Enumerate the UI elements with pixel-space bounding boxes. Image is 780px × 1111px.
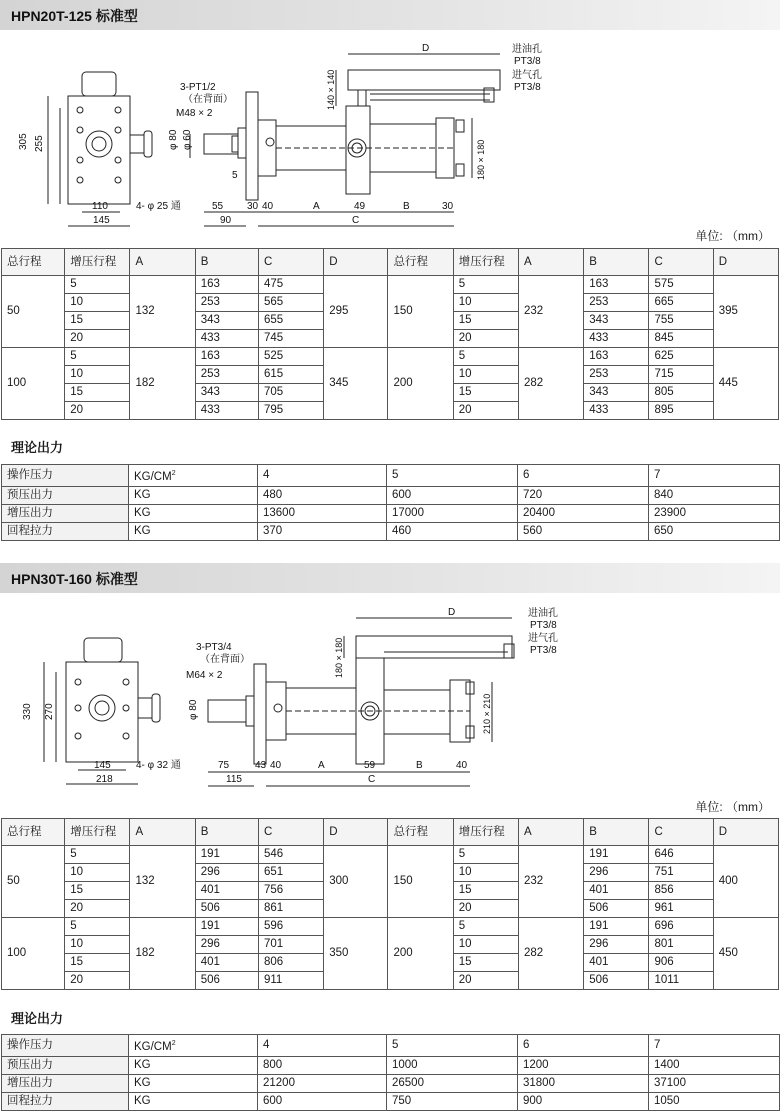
dim-b-cell: 253 (195, 294, 258, 312)
force-value-cell: 600 (258, 1092, 387, 1110)
boost-stroke-cell: 5 (453, 846, 518, 864)
force-value-cell: 1050 (649, 1092, 780, 1110)
header-cell: C (649, 819, 713, 846)
force-row (2, 1056, 780, 1074)
total-stroke-cell: 50 (2, 276, 65, 348)
unit-cell: KG (129, 1092, 258, 1110)
force-value-cell: 1200 (518, 1056, 649, 1074)
boost-stroke-cell: 15 (65, 954, 130, 972)
force-value-cell: 720 (518, 486, 649, 504)
dim-c-cell: 755 (649, 312, 713, 330)
svg-text:30: 30 (442, 201, 454, 212)
dim-b-cell: 433 (195, 402, 258, 420)
dim-a-cell: 282 (518, 918, 583, 990)
dim-b-cell: 163 (584, 276, 649, 294)
section-title: HPN30T-160 标准型 (11, 571, 138, 587)
svg-text:4- φ 32 通: 4- φ 32 通 (136, 760, 181, 771)
section-title-bar (0, 0, 780, 30)
force-label-cell: 预压出力 (2, 486, 129, 504)
boost-stroke-cell: 10 (453, 936, 518, 954)
force-value-cell: 5 (387, 1035, 518, 1057)
unit-cell: KG (129, 1056, 258, 1074)
dim-a-cell: 182 (130, 918, 195, 990)
force-row (2, 465, 780, 487)
svg-text:180 × 180: 180 × 180 (476, 139, 486, 180)
svg-text:A: A (318, 760, 325, 771)
svg-text:PT3/8: PT3/8 (514, 56, 541, 67)
dim-b-cell: 163 (195, 276, 258, 294)
dim-b-cell: 343 (195, 384, 258, 402)
force-table-hpn30t (1, 1034, 780, 1111)
boost-stroke-cell: 10 (453, 366, 518, 384)
boost-stroke-cell: 15 (453, 312, 518, 330)
dim-c-cell: 911 (258, 972, 323, 990)
svg-text:49: 49 (354, 201, 366, 212)
header-cell: 总行程 (2, 249, 65, 276)
dim-b-cell: 343 (584, 312, 649, 330)
svg-text:PT3/8: PT3/8 (530, 645, 557, 656)
header-cell: 总行程 (388, 249, 453, 276)
dim-c-cell: 961 (649, 900, 713, 918)
force-value-cell: 6 (518, 1035, 649, 1057)
dim-c-cell: 895 (649, 402, 713, 420)
boost-stroke-cell: 10 (65, 366, 130, 384)
boost-stroke-cell: 5 (453, 918, 518, 936)
dim-b-cell: 401 (584, 882, 649, 900)
dim-b-cell: 253 (584, 294, 649, 312)
section-title: HPN20T-125 标准型 (11, 8, 138, 24)
boost-stroke-cell: 5 (453, 348, 518, 366)
force-value-cell: 37100 (649, 1074, 780, 1092)
boost-stroke-cell: 20 (65, 972, 130, 990)
dim-b-cell: 296 (195, 936, 258, 954)
dim-b-cell: 296 (584, 936, 649, 954)
header-cell: B (195, 819, 258, 846)
force-value-cell: 17000 (387, 504, 518, 522)
boost-stroke-cell: 20 (453, 900, 518, 918)
dim-c-cell: 565 (258, 294, 323, 312)
dim-c-cell: 805 (649, 384, 713, 402)
force-value-cell: 21200 (258, 1074, 387, 1092)
header-cell: D (324, 249, 388, 276)
svg-text:（在背面）: （在背面） (183, 94, 233, 105)
force-value-cell: 460 (387, 522, 518, 540)
force-label-cell: 预压出力 (2, 1056, 129, 1074)
dim-c-cell: 696 (649, 918, 713, 936)
svg-text:PT3/8: PT3/8 (514, 82, 541, 93)
svg-text:330: 330 (22, 703, 33, 720)
table-header-row (2, 819, 779, 846)
boost-stroke-cell: 5 (453, 276, 518, 294)
superscript: 2 (171, 1040, 176, 1047)
dim-c-cell: 705 (258, 384, 323, 402)
svg-text:145: 145 (94, 760, 111, 771)
boost-stroke-cell: 20 (65, 900, 130, 918)
svg-text:218: 218 (96, 774, 113, 785)
dim-b-cell: 433 (584, 330, 649, 348)
force-row (2, 1074, 780, 1092)
force-value-cell: 900 (518, 1092, 649, 1110)
header-cell: 总行程 (388, 819, 453, 846)
dim-d-cell: 400 (713, 846, 778, 918)
svg-text:140 × 140: 140 × 140 (326, 69, 336, 110)
dim-c-cell: 475 (258, 276, 323, 294)
header-cell: A (130, 249, 195, 276)
dim-b-cell: 433 (584, 402, 649, 420)
force-label-cell: 操作压力 (2, 1035, 129, 1057)
force-value-cell: 560 (518, 522, 649, 540)
svg-text:90: 90 (220, 215, 232, 226)
svg-text:D: D (448, 607, 456, 618)
dim-b-cell: 506 (195, 900, 258, 918)
force-label-cell: 操作压力 (2, 465, 129, 487)
table-row (2, 348, 779, 366)
force-value-cell: 26500 (387, 1074, 518, 1092)
total-stroke-cell: 200 (388, 348, 453, 420)
force-value-cell: 600 (387, 486, 518, 504)
svg-text:A: A (313, 201, 320, 212)
dim-b-cell: 163 (195, 348, 258, 366)
dim-c-cell: 655 (258, 312, 323, 330)
force-label-cell: 增压出力 (2, 504, 129, 522)
svg-text:3-PT3/4: 3-PT3/4 (196, 642, 232, 653)
force-table-hpn20t (1, 464, 780, 541)
dim-d-cell: 445 (713, 348, 778, 420)
dim-c-cell: 806 (258, 954, 323, 972)
force-value-cell: 1000 (387, 1056, 518, 1074)
svg-text:180 × 180: 180 × 180 (334, 637, 344, 678)
svg-text:B: B (416, 760, 423, 771)
boost-stroke-cell: 10 (65, 294, 130, 312)
boost-stroke-cell: 10 (453, 294, 518, 312)
boost-stroke-cell: 15 (65, 882, 130, 900)
dim-d-cell: 345 (324, 348, 388, 420)
dim-a-cell: 132 (130, 846, 195, 918)
force-value-cell: 7 (649, 1035, 780, 1057)
dim-c-cell: 665 (649, 294, 713, 312)
boost-stroke-cell: 15 (65, 384, 130, 402)
unit-cell: KG (129, 1074, 258, 1092)
dim-b-cell: 253 (195, 366, 258, 384)
svg-text:进油孔: 进油孔 (512, 44, 542, 55)
dim-c-cell: 906 (649, 954, 713, 972)
header-cell: A (518, 819, 583, 846)
force-label-cell: 回程拉力 (2, 522, 129, 540)
svg-text:5: 5 (232, 170, 238, 181)
svg-text:40: 40 (262, 201, 274, 212)
dim-d-cell: 350 (324, 918, 388, 990)
total-stroke-cell: 150 (388, 846, 453, 918)
dim-b-cell: 506 (584, 900, 649, 918)
svg-text:D: D (422, 43, 430, 54)
boost-stroke-cell: 20 (453, 330, 518, 348)
boost-stroke-cell: 20 (65, 330, 130, 348)
table-row (2, 846, 779, 864)
svg-text:115: 115 (226, 774, 242, 785)
boost-stroke-cell: 5 (65, 276, 130, 294)
header-cell: 增压行程 (65, 249, 130, 276)
dim-c-cell: 745 (258, 330, 323, 348)
header-cell: B (195, 249, 258, 276)
dim-c-cell: 856 (649, 882, 713, 900)
force-value-cell: 20400 (518, 504, 649, 522)
force-row (2, 504, 780, 522)
dim-c-cell: 845 (649, 330, 713, 348)
boost-stroke-cell: 5 (65, 846, 130, 864)
boost-stroke-cell: 10 (453, 864, 518, 882)
boost-stroke-cell: 20 (453, 972, 518, 990)
svg-text:φ 80: φ 80 (188, 699, 199, 720)
dim-d-cell: 450 (713, 918, 778, 990)
spec-table-hpn30t (1, 818, 779, 990)
unit-cell: KG (129, 504, 258, 522)
force-value-cell: 4 (258, 465, 387, 487)
dim-c-cell: 525 (258, 348, 323, 366)
dim-c-cell: 756 (258, 882, 323, 900)
unit-cell: KG (129, 486, 258, 504)
dim-c-cell: 751 (649, 864, 713, 882)
header-cell: B (584, 249, 649, 276)
dim-b-cell: 191 (584, 918, 649, 936)
dim-d-cell: 300 (324, 846, 388, 918)
boost-stroke-cell: 5 (65, 348, 130, 366)
dim-c-cell: 575 (649, 276, 713, 294)
dim-b-cell: 163 (584, 348, 649, 366)
dim-b-cell: 401 (195, 882, 258, 900)
dim-c-cell: 861 (258, 900, 323, 918)
unit-cell: KG (129, 522, 258, 540)
header-cell: B (584, 819, 649, 846)
section-title-bar (0, 563, 780, 593)
dim-c-cell: 625 (649, 348, 713, 366)
dim-b-cell: 433 (195, 330, 258, 348)
dim-b-cell: 253 (584, 366, 649, 384)
svg-text:305: 305 (18, 133, 29, 150)
svg-text:PT3/8: PT3/8 (530, 620, 557, 631)
dim-b-cell: 506 (584, 972, 649, 990)
drawing-hpn30t (0, 596, 780, 794)
dim-b-cell: 506 (195, 972, 258, 990)
dim-b-cell: 191 (584, 846, 649, 864)
total-stroke-cell: 200 (388, 918, 453, 990)
svg-text:30: 30 (247, 201, 259, 212)
svg-text:40: 40 (270, 760, 282, 771)
header-cell: 增压行程 (65, 819, 130, 846)
dim-b-cell: 401 (195, 954, 258, 972)
svg-text:B: B (403, 201, 410, 212)
header-cell: C (258, 249, 323, 276)
svg-text:40: 40 (456, 760, 468, 771)
svg-text:59: 59 (364, 760, 376, 771)
boost-stroke-cell: 15 (453, 384, 518, 402)
force-title: 理论出力 (11, 440, 64, 455)
dim-a-cell: 182 (130, 348, 195, 420)
boost-stroke-cell: 15 (65, 312, 130, 330)
svg-text:210 × 210: 210 × 210 (482, 693, 492, 734)
force-label-cell: 回程拉力 (2, 1092, 129, 1110)
boost-stroke-cell: 5 (65, 918, 130, 936)
boost-stroke-cell: 15 (453, 954, 518, 972)
force-value-cell: 5 (387, 465, 518, 487)
header-cell: D (713, 819, 778, 846)
header-cell: A (518, 249, 583, 276)
force-value-cell: 13600 (258, 504, 387, 522)
total-stroke-cell: 150 (388, 276, 453, 348)
total-stroke-cell: 100 (2, 348, 65, 420)
total-stroke-cell: 100 (2, 918, 65, 990)
dim-c-cell: 651 (258, 864, 323, 882)
dim-b-cell: 191 (195, 918, 258, 936)
header-cell: C (258, 819, 323, 846)
svg-text:55: 55 (212, 201, 224, 212)
svg-text:110: 110 (92, 201, 108, 212)
unit-cell: $KG/CM^2$ (129, 1035, 258, 1057)
dim-b-cell: 343 (195, 312, 258, 330)
dim-a-cell: 232 (518, 276, 583, 348)
boost-stroke-cell: 15 (453, 882, 518, 900)
svg-text:270: 270 (44, 703, 55, 720)
header-cell: D (713, 249, 778, 276)
dim-b-cell: 401 (584, 954, 649, 972)
dim-a-cell: 232 (518, 846, 583, 918)
force-title: 理论出力 (11, 1011, 64, 1026)
svg-text:4- φ 25 通: 4- φ 25 通 (136, 201, 181, 212)
svg-text:φ 60: φ 60 (182, 129, 193, 150)
unit-label: 单位: （mm） (695, 229, 770, 243)
force-value-cell: 370 (258, 522, 387, 540)
svg-text:C: C (352, 215, 360, 226)
svg-text:进气孔: 进气孔 (528, 633, 558, 644)
header-cell: 增压行程 (453, 819, 518, 846)
table-row (2, 276, 779, 294)
boost-stroke-cell: 10 (65, 936, 130, 954)
boost-stroke-cell: 20 (453, 402, 518, 420)
force-row (2, 486, 780, 504)
force-value-cell: 23900 (649, 504, 780, 522)
table-header-row (2, 249, 779, 276)
dim-c-cell: 546 (258, 846, 323, 864)
unit-label: 单位: （mm） (695, 800, 770, 814)
svg-text:3-PT1/2: 3-PT1/2 (180, 82, 216, 93)
force-value-cell: 800 (258, 1056, 387, 1074)
header-cell: 增压行程 (453, 249, 518, 276)
svg-text:145: 145 (93, 215, 110, 226)
force-value-cell: 480 (258, 486, 387, 504)
boost-stroke-cell: 10 (65, 864, 130, 882)
header-cell: 总行程 (2, 819, 65, 846)
dim-c-cell: 1011 (649, 972, 713, 990)
dim-c-cell: 795 (258, 402, 323, 420)
force-value-cell: 4 (258, 1035, 387, 1057)
spec-table-hpn20t (1, 248, 779, 420)
force-value-cell: 840 (649, 486, 780, 504)
dim-c-cell: 615 (258, 366, 323, 384)
force-value-cell: 650 (649, 522, 780, 540)
dim-b-cell: 296 (584, 864, 649, 882)
force-value-cell: 750 (387, 1092, 518, 1110)
force-row (2, 1035, 780, 1057)
force-value-cell: 7 (649, 465, 780, 487)
superscript: 2 (171, 470, 176, 477)
table-row (2, 918, 779, 936)
dim-c-cell: 801 (649, 936, 713, 954)
svg-text:进气孔: 进气孔 (512, 70, 542, 81)
svg-text:M64 × 2: M64 × 2 (186, 670, 223, 681)
svg-text:（在背面）: （在背面） (200, 654, 250, 665)
svg-text:C: C (368, 774, 376, 785)
total-stroke-cell: 50 (2, 846, 65, 918)
svg-text:φ 80: φ 80 (168, 129, 179, 150)
dim-d-cell: 295 (324, 276, 388, 348)
dim-b-cell: 296 (195, 864, 258, 882)
dim-b-cell: 191 (195, 846, 258, 864)
svg-text:进油孔: 进油孔 (528, 608, 558, 619)
dim-c-cell: 715 (649, 366, 713, 384)
header-cell: D (324, 819, 388, 846)
force-row (2, 522, 780, 540)
dim-d-cell: 395 (713, 276, 778, 348)
dim-b-cell: 343 (584, 384, 649, 402)
boost-stroke-cell: 20 (65, 402, 130, 420)
dim-c-cell: 596 (258, 918, 323, 936)
force-value-cell: 1400 (649, 1056, 780, 1074)
dim-a-cell: 282 (518, 348, 583, 420)
dim-a-cell: 132 (130, 276, 195, 348)
svg-text:43: 43 (255, 760, 267, 771)
force-label-cell: 增压出力 (2, 1074, 129, 1092)
force-value-cell: 6 (518, 465, 649, 487)
force-value-cell: 31800 (518, 1074, 649, 1092)
dim-c-cell: 701 (258, 936, 323, 954)
svg-text:M48 × 2: M48 × 2 (176, 108, 213, 119)
svg-text:255: 255 (34, 135, 45, 152)
dim-c-cell: 646 (649, 846, 713, 864)
drawing-hpn20t (0, 30, 780, 230)
header-cell: A (130, 819, 195, 846)
unit-cell: $KG/CM^2$ (129, 465, 258, 487)
header-cell: C (649, 249, 713, 276)
svg-text:75: 75 (218, 760, 230, 771)
